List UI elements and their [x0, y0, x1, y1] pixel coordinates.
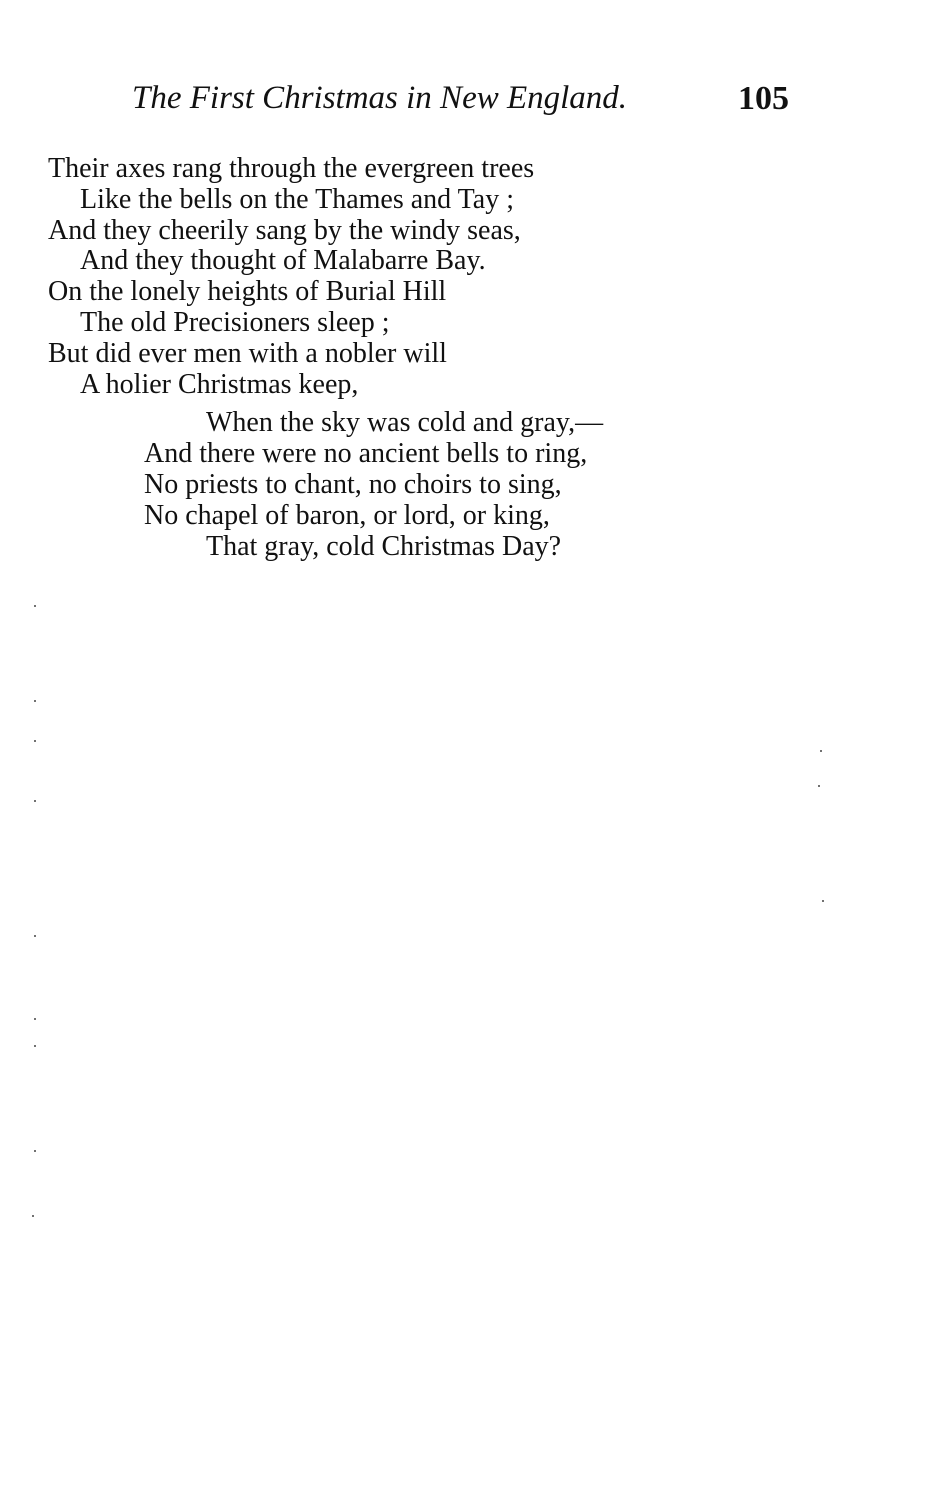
poem	[48, 154, 868, 562]
poem-line: On the lonely heights of Burial Hill	[48, 276, 447, 308]
poem-line: No chapel of baron, or lord, or king,	[144, 499, 550, 531]
running-title: The First Christmas in New England.	[132, 80, 628, 116]
poem-line: When the sky was cold and gray,—	[206, 407, 604, 439]
poem-line: Their axes rang through the evergreen trees	[48, 153, 535, 184]
poem-line: And they thought of Malabarre Bay.	[80, 245, 486, 277]
scan-speck	[818, 785, 820, 787]
poem-line: And they cheerily sang by the windy seas,	[48, 214, 521, 246]
poem-line: No priests to chant, no choirs to sing,	[144, 468, 562, 500]
poem-line: But did ever men with a nobler will	[48, 337, 447, 369]
scan-speck	[32, 1215, 34, 1217]
scan-speck	[34, 1045, 36, 1047]
poem-line: A holier Christmas keep,	[80, 368, 359, 400]
scan-speck	[34, 700, 36, 702]
running-head	[132, 80, 812, 130]
scan-speck	[34, 605, 36, 607]
scan-speck	[34, 935, 36, 937]
scan-speck	[34, 740, 36, 742]
scan-speck	[820, 750, 822, 752]
scan-speck	[822, 900, 824, 902]
page-number: 105	[738, 80, 789, 117]
poem-line: That gray, cold Christmas Day?	[206, 530, 562, 562]
scan-speck	[34, 1150, 36, 1152]
poem-line: And there were no ancient bells to ring,	[144, 438, 588, 470]
scan-speck	[34, 800, 36, 802]
scan-speck	[34, 1018, 36, 1020]
poem-line: The old Precisioners sleep ;	[80, 306, 390, 338]
poem-line: Like the bells on the Thames and Tay ;	[80, 183, 515, 215]
